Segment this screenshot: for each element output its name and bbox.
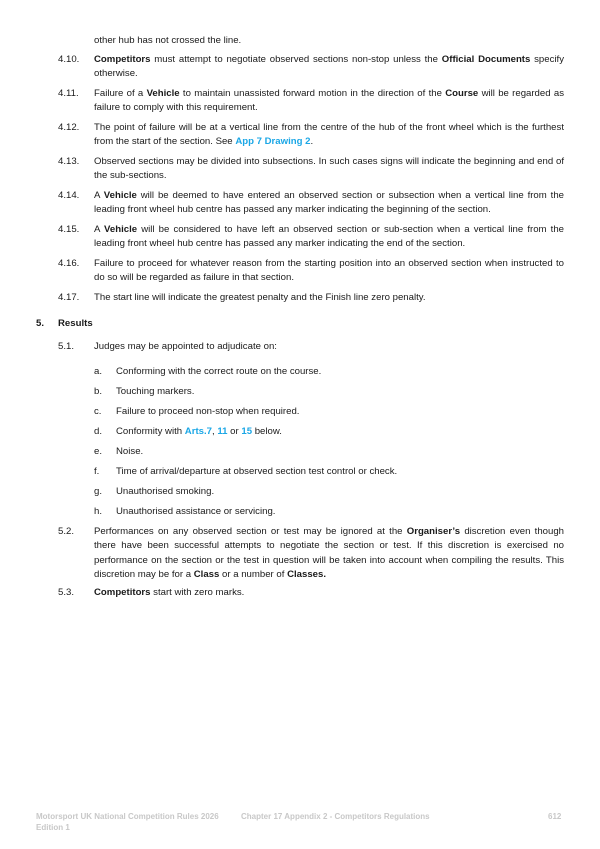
footer-left <box>36 811 219 833</box>
rule-text <box>94 291 564 305</box>
rule-text <box>94 340 564 354</box>
subitem-text <box>116 385 564 399</box>
rule-text <box>94 155 564 184</box>
text-run: A <box>94 190 104 201</box>
rule-text <box>94 53 564 82</box>
subitem-letter: e. <box>94 446 103 457</box>
subitem-letter: f. <box>94 466 100 477</box>
text-run: Failure of a <box>94 88 147 99</box>
defined-term: Competitors <box>94 587 151 598</box>
text-run: start with zero marks. <box>150 587 245 598</box>
text-run: or <box>227 426 242 437</box>
text-run: Unauthorised smoking. <box>116 486 215 497</box>
rule-number: 4.15. <box>58 224 80 235</box>
subitem-text <box>116 485 564 499</box>
text-run: or a number of <box>219 569 288 581</box>
text-run: Noise. <box>116 446 144 457</box>
defined-term: Class <box>193 569 220 581</box>
text-run: The start line will indicate the greatest penalty and the Finish line zero penalty. <box>94 292 426 303</box>
text-run: will be deemed to have entered an observed section or subsection when a vertical line from the leading front wheel hub centre has passed any marker indicating the beginning of the section. <box>94 190 564 216</box>
subitem-text <box>116 465 564 479</box>
rule-number: 4.11. <box>58 88 79 99</box>
subitem-text <box>116 425 564 439</box>
text-run: Touching markers. <box>116 386 195 397</box>
subitem-text <box>116 505 564 519</box>
text-run: to maintain unassisted forward motion in the direction of the <box>179 88 446 99</box>
defined-term: Vehicle <box>103 190 137 201</box>
text-run: Performances on any observed section or test may be ignored at the <box>94 526 407 537</box>
rule-4-15 <box>58 223 564 252</box>
text-run: Time of arrival/departure at observed section test control or check. <box>116 466 398 477</box>
footer-page-number: 612 <box>548 812 562 821</box>
defined-term: Competitors <box>94 54 151 65</box>
subitem-d <box>94 425 564 439</box>
subitem-c <box>94 405 564 419</box>
rule-text <box>94 189 564 218</box>
cross-reference-link[interactable]: Arts.7 <box>184 426 212 437</box>
subitem-g <box>94 485 564 499</box>
rule-text <box>94 223 564 252</box>
subitem-b <box>94 385 564 399</box>
subitem-letter: a. <box>94 366 103 377</box>
defined-term: Vehicle <box>104 224 138 235</box>
subitem-letter: g. <box>94 486 103 497</box>
defined-term: Official Documents <box>441 54 531 65</box>
cross-reference-link[interactable]: App 7 Drawing 2 <box>235 136 311 148</box>
subitem-letter: c. <box>94 406 102 417</box>
defined-term: Organiser’s <box>406 526 461 537</box>
cross-reference-link[interactable]: 11 <box>217 426 228 437</box>
subitem-f <box>94 465 564 479</box>
text-run: A <box>94 224 104 235</box>
text-run: will be regarded as failure to comply with this requirement. <box>94 88 564 114</box>
subitem-text <box>116 445 564 459</box>
rule-4-12 <box>58 121 564 150</box>
text-run: below. <box>252 426 282 437</box>
defined-term: Vehicle <box>146 88 180 99</box>
subitem-letter: h. <box>94 506 103 517</box>
text-run: Failure to proceed non-stop when required. <box>116 406 300 417</box>
text-run: The point of failure will be at a vertical line from the centre of the hub of the front wheel which is the furthest from the start of the section. See <box>94 122 564 148</box>
defined-term: Classes. <box>287 569 326 581</box>
text-run: must attempt to negotiate observed sections non-stop unless the <box>150 54 442 65</box>
rule-5-3 <box>58 586 564 600</box>
rule-number: 5.1. <box>58 341 75 352</box>
rule-number: 4.12. <box>58 122 80 133</box>
continuation-text: other hub has not crossed the line. <box>94 35 242 46</box>
text-run: . <box>310 136 314 148</box>
section-number: 5. <box>36 318 45 329</box>
subitem-a <box>94 365 564 379</box>
rule-4-16 <box>58 257 564 286</box>
text-run: , <box>211 426 218 437</box>
rule-4-13 <box>58 155 564 184</box>
rule-4-17 <box>58 291 564 305</box>
rule-text <box>94 525 564 583</box>
section-title: Results <box>58 318 93 329</box>
subitem-e <box>94 445 564 459</box>
rule-number: 4.16. <box>58 258 80 269</box>
rule-4-14 <box>58 189 564 218</box>
text-run: will be considered to have left an observed section or sub-section when a vertical line from the leading front wheel hub centre has passed any marker indicating the end of the section. <box>94 224 564 250</box>
rule-text <box>94 121 564 150</box>
text-run: discretion even though there have been successful attempts to negotiate the section or test. If this discretion is exercised no performance on the section or the test in question will be taken into account when compiling the results. This discretion may be for a <box>94 526 565 581</box>
subitem-letter: d. <box>94 426 103 437</box>
subitem-text <box>116 405 564 419</box>
rule-5-1 <box>58 340 564 354</box>
rule-number: 4.13. <box>58 156 80 167</box>
rule-number: 5.2. <box>58 526 75 537</box>
section-heading-results <box>36 317 564 331</box>
subitem-letter: b. <box>94 386 103 397</box>
subitem-text <box>116 365 564 379</box>
rule-number: 5.3. <box>58 587 75 598</box>
subitem-h <box>94 505 564 519</box>
rule-number: 4.17. <box>58 292 80 303</box>
rule-text <box>94 87 564 116</box>
rule-number: 4.14. <box>58 190 80 201</box>
rule-5-2 <box>58 525 564 583</box>
text-run: Unauthorised assistance or servicing. <box>116 506 276 517</box>
text-run: Failure to proceed for whatever reason from the starting position into an observed section when instructed to do so will be regarded as failure in that section. <box>94 258 564 284</box>
text-run: Judges may be appointed to adjudicate on: <box>94 341 277 352</box>
footer-chapter: Chapter 17 Appendix 2 - Competitors Regulations <box>241 812 430 821</box>
cross-reference-link[interactable]: 15 <box>241 426 253 437</box>
rule-text <box>94 257 564 286</box>
text-run: Conformity with <box>116 426 185 437</box>
rule-number: 4.10. <box>58 54 80 65</box>
rule-text <box>94 586 564 600</box>
footer-publication: Motorsport UK National Competition Rules 2026 <box>36 812 219 821</box>
rule-4-10 <box>58 53 564 82</box>
text-run: specify otherwise. <box>94 54 564 80</box>
text-run: Observed sections may be divided into subsections. In such cases signs will indicate the beginning and end of the sub-sections. <box>94 156 564 182</box>
footer-edition: Edition 1 <box>36 823 70 832</box>
text-run: Conforming with the correct route on the course. <box>116 366 322 377</box>
defined-term: Course <box>445 88 479 99</box>
rule-4-11 <box>58 87 564 116</box>
